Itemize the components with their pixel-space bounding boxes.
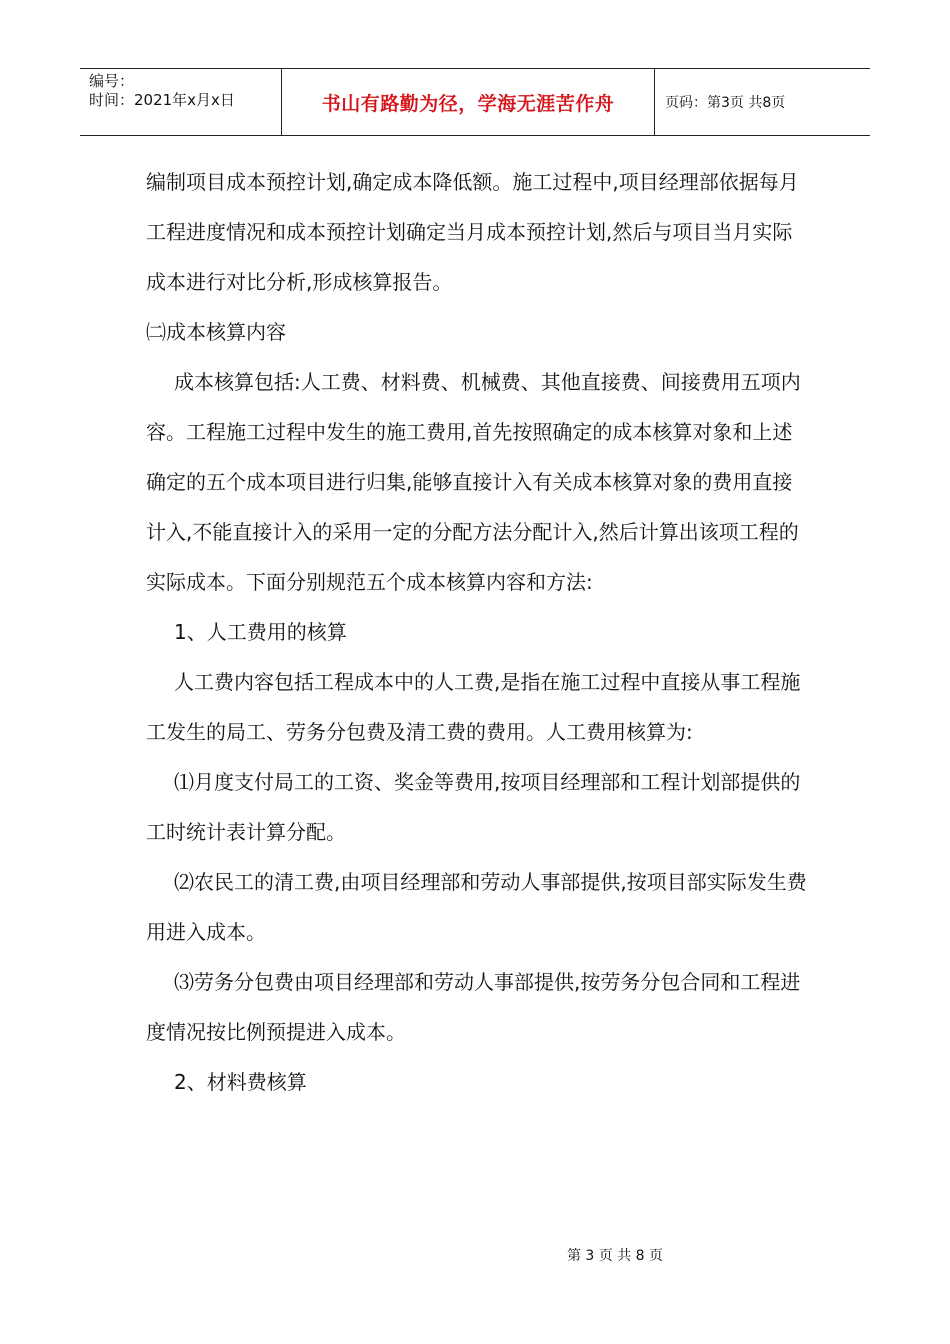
paragraph-continued: 编制项目成本预控计划,确定成本降低额。施工过程中,项目经理部依据每月工程进度情况和成本预控计划确定当月成本预控计划,然后与项目当月实际成本进行对比分析,形成核算报告。	[146, 170, 799, 294]
header-meta	[80, 69, 282, 135]
paragraph: 人工费内容包括工程成本中的人工费,是指在施工过程中直接从事工程施工发生的局工、劳务分包费及清工费的费用。人工费用核算为:	[146, 670, 801, 744]
list-item: ⑴月度支付局工的工资、奖金等费用,按项目经理部和工程计划部提供的工时统计表计算分配。	[146, 770, 801, 844]
subsection-heading: 2、材料费核算	[174, 1070, 307, 1094]
page-footer: 第 3 页 共 8 页	[566, 1248, 664, 1264]
list-item: ⑶劳务分包费由项目经理部和劳动人事部提供,按劳务分包合同和工程进度情况按比例预提进入成本。	[146, 970, 801, 1044]
document-number-label: 编号：	[89, 72, 135, 90]
page-header	[80, 68, 870, 136]
paragraph: 成本核算包括:人工费、材料费、机械费、其他直接费、间接费用五项内容。工程施工过程中发生的施工费用,首先按照确定的成本核算对象和上述确定的五个成本项目进行归集,能够直接计入有关成本核算对象的费用直接计入,不能直接计入的采用一定的分配方法分配计入,然后计算出该项工程的实际成本。下面分别规范五个成本核算内容和方法:	[146, 370, 801, 594]
header-motto: 书山有路勤为径，学海无涯苦作舟	[282, 69, 655, 135]
list-item: ⑵农民工的清工费,由项目经理部和劳动人事部提供,按项目部实际发生费用进入成本。	[146, 870, 807, 944]
document-body	[146, 157, 811, 1107]
subsection-heading: 1、人工费用的核算	[174, 620, 347, 644]
section-heading: ㈡成本核算内容	[146, 320, 286, 344]
document-time-label: 时间：2021年x月x日	[89, 91, 235, 109]
header-page-info: 页码：第3页 共8页	[665, 95, 786, 111]
